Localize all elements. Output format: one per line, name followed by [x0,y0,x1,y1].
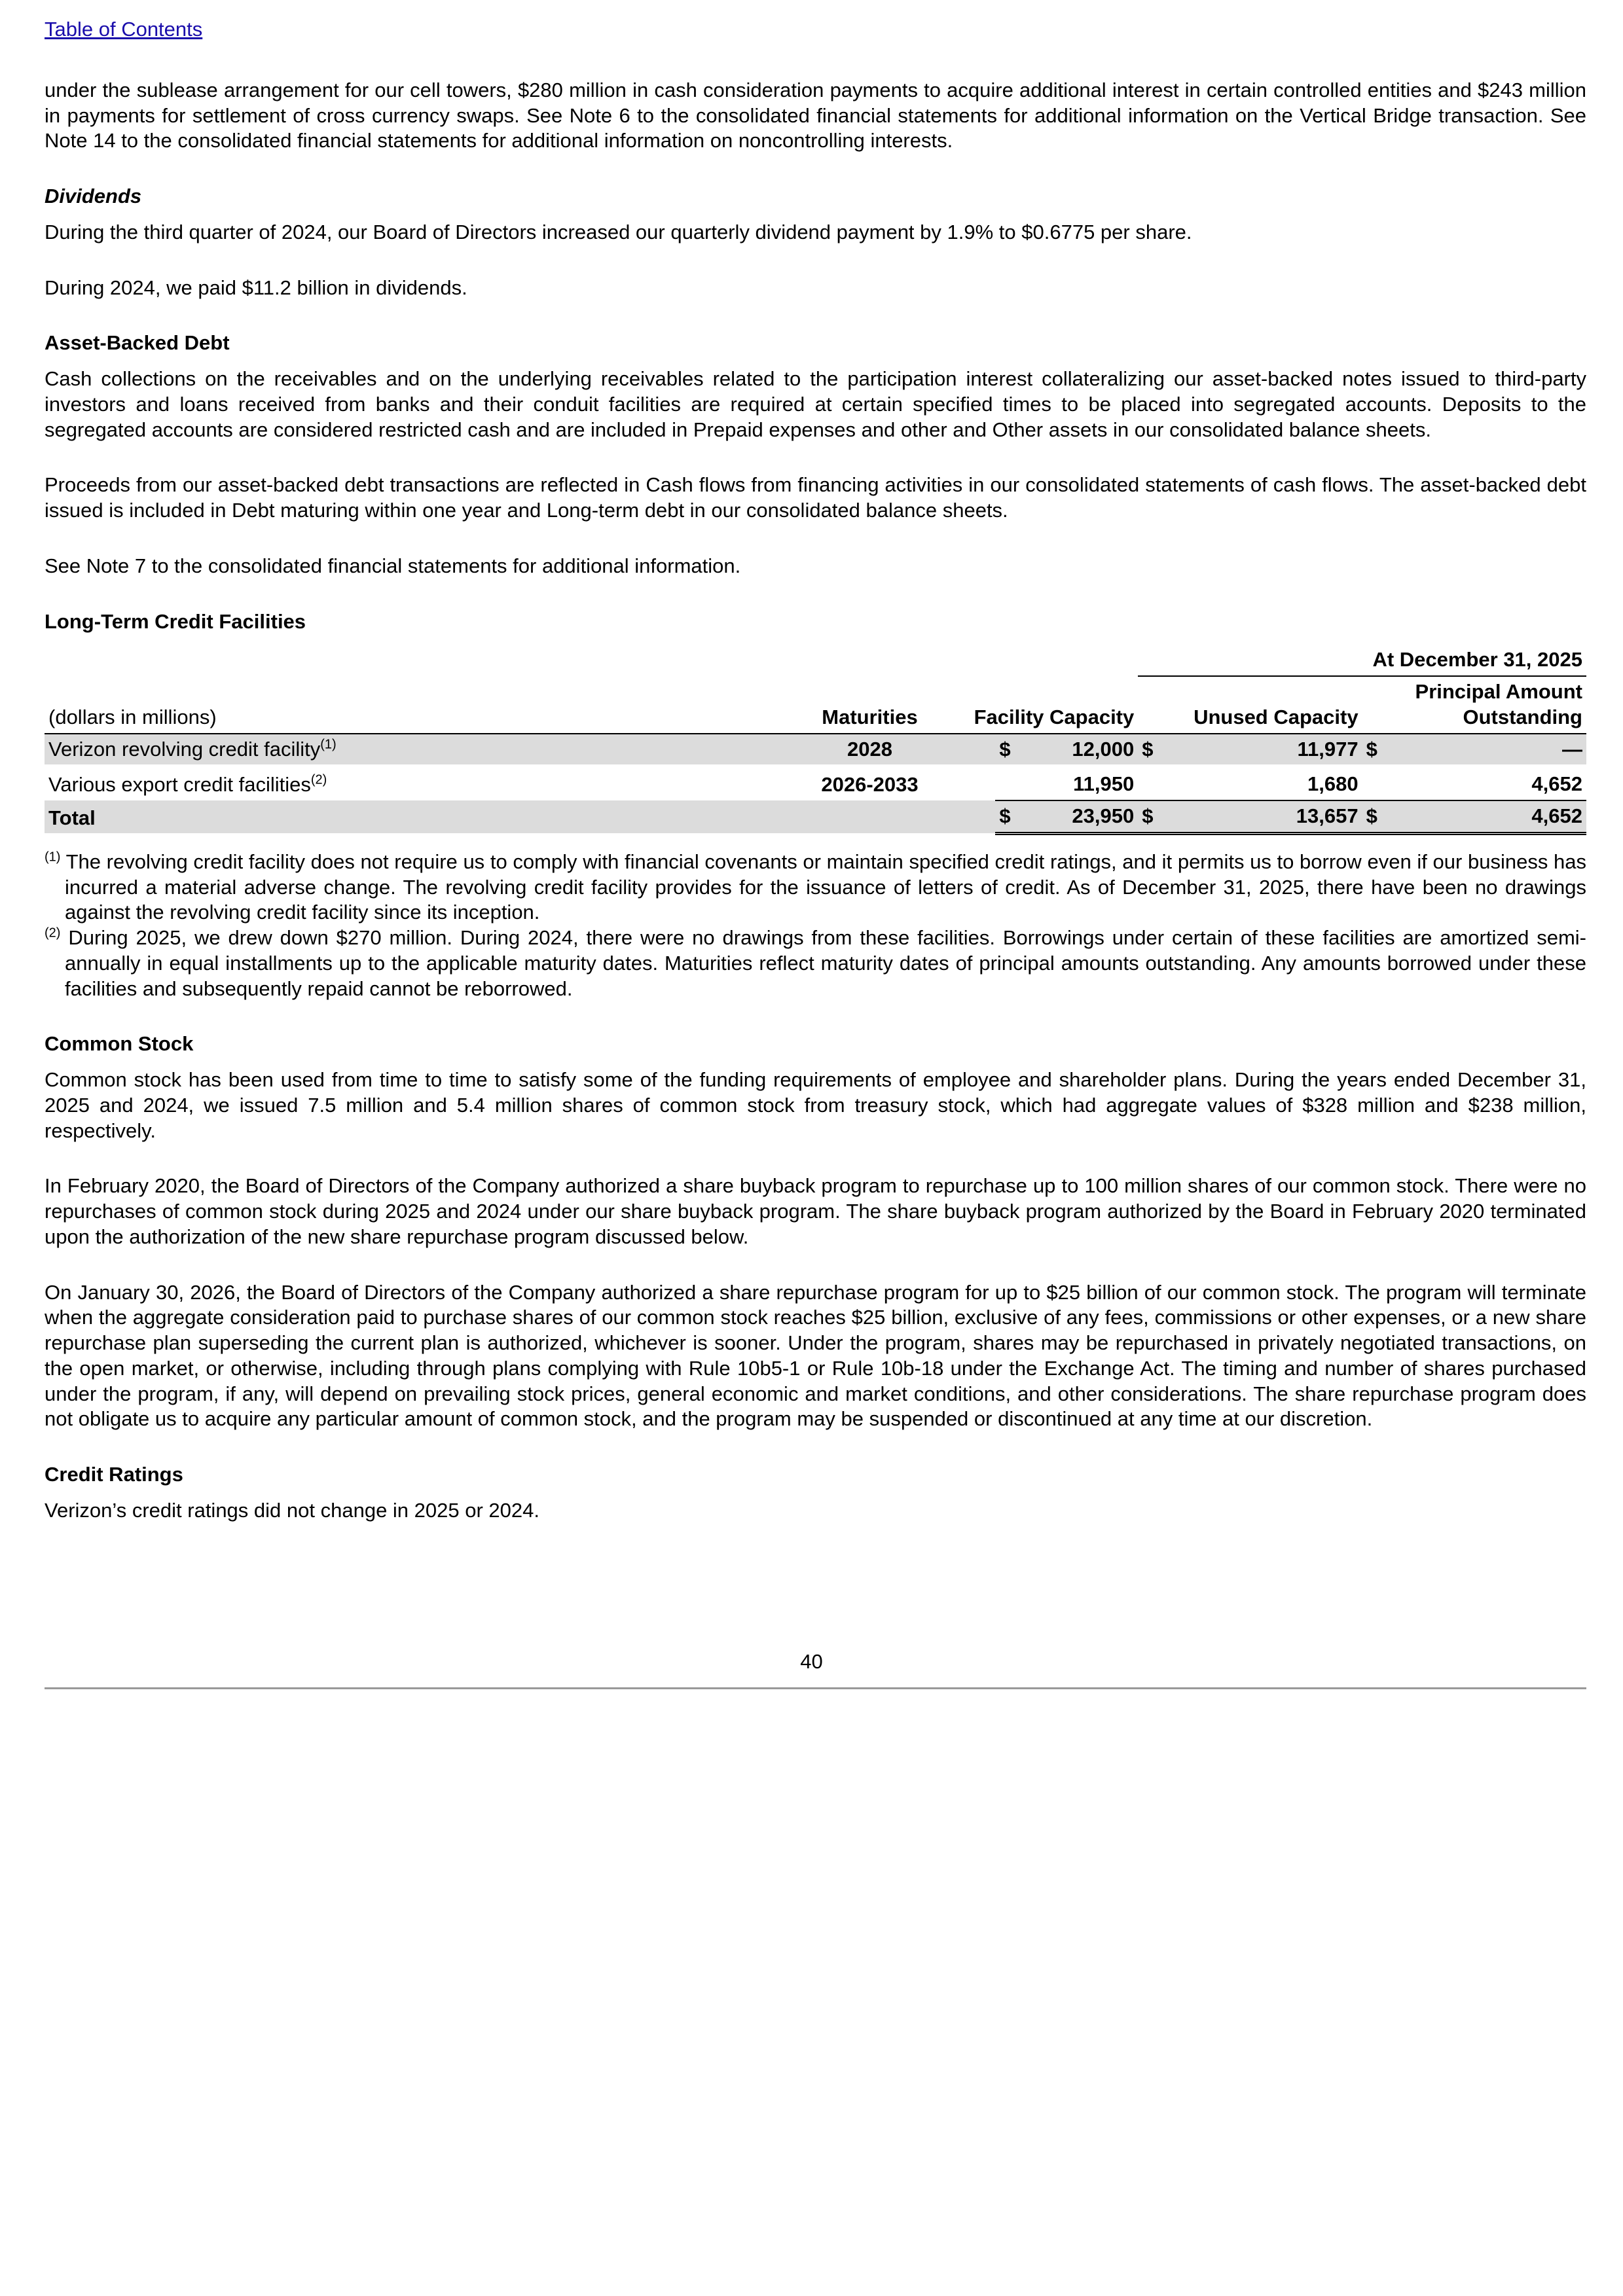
col-header-principal [1362,676,1586,734]
table-group-header: At December 31, 2025 [1138,645,1586,676]
currency-symbol: $ [995,800,1022,833]
col-header-principal-line-2: Outstanding [1463,705,1582,728]
row-unused-capacity: 11,977 [1165,734,1362,765]
currency-symbol: $ [995,734,1022,765]
common-stock-paragraph-1: Common stock has been used from time to time to satisfy some of the funding requirements of employee and shareholder plans. During the years ended December 31, 2025 and 2024, we issued 7.5 million and 5.4 million shares of common stock from treasury stock, which had aggregate values of $328 million and $238 million, respectively. [45,1068,1586,1142]
asset-backed-debt-paragraph-3: See Note 7 to the consolidated financial statements for additional information. [45,554,741,577]
footnote-1: $^{(1)}$ The revolving credit facility does not require us to comply with financial covenants or maintain specified credit ratings, and it permits us to borrow even if our business has incurred a material adverse change. The revolving credit facility provides for the issuance of letters of credit. As of December 31, 2025, there have been no drawings against the revolving credit facility since its inception. [45,850,1586,924]
col-header-principal-line-1: Principal Amount [1415,680,1582,703]
row-facility-capacity: 11,950 [1073,772,1135,796]
credit-facilities-heading: Long-Term Credit Facilities [45,609,306,633]
dividends-paragraph-2: During 2024, we paid $11.2 billion in dividends. [45,276,467,299]
intro-paragraph: under the sublease arrangement for our cell towers, $280 million in cash consideration payments to acquire additional interest in certain controlled entities and $243 million in payments for settlement of cross currency swaps. See Note 6 to the consolidated financial statements for additional information on the Vertical Bridge transaction. See Note 14 to the consolidated financial statements for additional information on noncontrolling interests. [45,78,1586,152]
total-label: Total [45,800,812,833]
row-principal: — [1389,734,1586,765]
row-principal: 4,652 [1531,772,1582,796]
row-label: Various export credit facilities$^{(2)}$ [48,772,327,797]
row-unused-capacity: 1,680 [1307,772,1359,796]
total-unused-capacity: 13,657 [1165,800,1362,833]
credit-ratings-heading: Credit Ratings [45,1463,183,1486]
currency-symbol: $ [1138,800,1165,833]
asset-backed-debt-heading: Asset-Backed Debt [45,331,230,355]
document-page [45,17,1586,1524]
page-number: 40 [800,1650,823,1673]
credit-ratings-paragraph: Verizon’s credit ratings did not change in 2025 or 2024. [45,1498,539,1522]
total-facility-capacity: 23,950 [1023,800,1138,833]
table-row [45,764,1586,800]
currency-symbol: $ [1362,800,1389,833]
footnote-2: $^{(2)}$ During 2025, we drew down $270 million. During 2024, there were no drawings from these facilities. Borrowings under certain of these facilities are amortized semi-annually in equal installments up to the applicable maturity dates. Maturities reflect maturity dates of principal amounts outstanding. Any amounts borrowed under these facilities and subsequently repaid cannot be reborrowed. [45,925,1586,1000]
total-principal: 4,652 [1389,800,1586,833]
row-facility-capacity: 12,000 [1023,734,1138,765]
row-maturities: 2028 [812,734,927,765]
asset-backed-debt-paragraph-1: Cash collections on the receivables and on the underlying receivables related to the participation interest collateralizing our asset-backed notes issued to third-party investors and loans received from banks and their conduit facilities are required at certain specified times to be placed into segregated accounts. Deposits to the segregated accounts are considered restricted cash and are included in Prepaid expenses and other and Other assets in our consolidated balance sheets. [45,367,1586,441]
col-header-label: (dollars in millions) [45,676,812,734]
row-maturities: 2026-2033 [821,773,919,797]
common-stock-paragraph-2: In February 2020, the Board of Directors of the Company authorized a share buyback program to repurchase up to 100 million shares of our common stock. There were no repurchases of common stock during 2025 and 2024 under our share buyback program. The share buyback program authorized by the Board in February 2020 terminated upon the authorization of the new share repurchase program discussed below. [45,1174,1586,1248]
dividends-heading: Dividends [45,185,142,207]
dividends-paragraph-1: During the third quarter of 2024, our Board of Directors increased our quarterly dividend payment by 1.9% to $0.6775 per share. [45,220,1192,243]
currency-symbol: $ [1138,734,1165,765]
asset-backed-debt-paragraph-2: Proceeds from our asset-backed debt transactions are reflected in Cash flows from financing activities in our consolidated statements of cash flows. The asset-backed debt issued is included in Debt maturing within one year and Long-term debt in our consolidated balance sheets. [45,473,1586,522]
page-footer-divider [45,1687,1586,1689]
common-stock-paragraph-3: On January 30, 2026, the Board of Directors of the Company authorized a share repurchase program for up to $25 billion of our common stock. The program will terminate when the aggregate consideration paid to purchase shares of our common stock reaches $25 billion, exclusive of any fees, commissions or other expenses, or a new share repurchase plan superseding the current plan is authorized, whichever is sooner. Under the program, shares may be repurchased in privately negotiated transactions, on the open market, or otherwise, including through plans complying with Rule 10b5-1 or Rule 10b-18 under the Exchange Act. The timing and number of shares purchased under the program, if any, will depend on prevailing stock prices, general economic and market conditions, and other considerations. The share repurchase program does not obligate us to acquire any particular amount of common stock, and the program may be suspended or discontinued at any time at our discretion. [45,1280,1586,1431]
table-total-row [45,800,1586,833]
col-header-maturities: Maturities [812,676,927,734]
currency-symbol: $ [1362,734,1389,765]
table-row [45,734,1586,765]
col-header-unused-capacity: Unused Capacity [1138,676,1362,734]
row-label: Verizon revolving credit facility$^{(1)}$ [45,734,812,765]
col-header-facility-capacity: Facility Capacity [928,676,1139,734]
common-stock-heading: Common Stock [45,1032,194,1056]
table-of-contents-link[interactable]: Table of Contents [45,18,203,41]
credit-facilities-table [45,645,1586,835]
